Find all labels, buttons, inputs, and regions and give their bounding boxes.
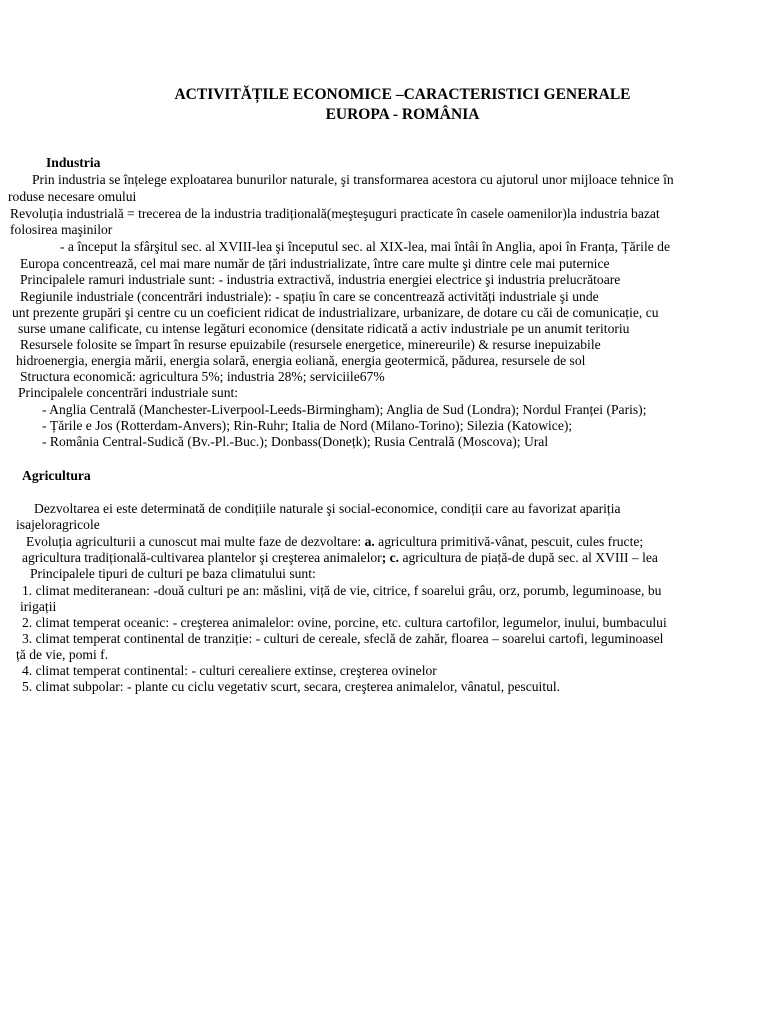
document-title-line-2: EUROPA - ROMÂNIA — [325, 106, 480, 123]
paragraph-line: unt prezente grupări şi centre cu un coeficient ridicat de industrializare, urbanizare, de dotare cu căi de comunicație, cu — [12, 305, 659, 320]
paragraph-line: Principalele concentrări industriale sunt: — [18, 385, 239, 400]
paragraph-line: Europa concentrează, cel mai mare număr de țări industrializate, între care multe şi dintre cele mai puternice — [20, 256, 610, 271]
list-item: - România Central-Sudică (Bv.-Pl.-Buc.); Donbass(Donețk); Rusia Centrală (Moscova); Ural — [42, 434, 549, 449]
paragraph-line: - a început la sfârşitul sec. al XVIII-lea şi începutul sec. al XIX-lea, mai întâi în Anglia, apoi în Franța, Țările de — [60, 239, 670, 254]
list-item: 2. climat temperat oceanic: - creşterea animalelor: ovine, porcine, etc. cultura cartofilor, legumelor, inului, bumbacului — [22, 615, 667, 630]
paragraph-line: Structura economică: agricultura 5%; industria 28%; serviciile67% — [20, 369, 385, 384]
list-item: 5. climat subpolar: - plante cu ciclu vegetativ scurt, secara, creşterea animalelor, vânatul, pescuitul. — [22, 679, 561, 694]
paragraph-line: hidroenergia, energia mării, energia solară, energia eoliană, energia geotermică, pădurea, resursele de sol — [16, 353, 586, 368]
paragraph-line: Dezvoltarea ei este determinată de condițiile naturale şi social-economice, condiții care au favorizat apariția — [34, 501, 621, 516]
list-item: - Anglia Centrală (Manchester-Liverpool-Leeds-Birmingham); Anglia de Sud (Londra); Nordul Franței (Paris); — [42, 402, 647, 417]
paragraph-line: Principalele tipuri de culturi pe baza climatului sunt: — [30, 566, 316, 581]
section-heading-industria: Industria — [46, 155, 101, 170]
list-item: ță de vie, pomi f. — [16, 647, 109, 662]
list-item: 4. climat temperat continental: - culturi cerealiere extinse, creşterea ovinelor — [22, 663, 437, 678]
paragraph-line: Revoluția industrială = trecerea de la industria tradițională(meşteşuguri practicate în casele oamenilor)la industria bazat — [10, 206, 660, 221]
paragraph-line: isajeloragricole — [16, 517, 100, 532]
section-heading-agricultura: Agricultura — [22, 468, 91, 483]
paragraph-line: agricultura tradițională-cultivarea plantelor şi creşterea animalelor; c. agricultura de piață-de după sec. al XVIII – lea — [22, 550, 658, 565]
paragraph-line: Evoluția agriculturii a cunoscut mai multe faze de dezvoltare: a. agricultura primitivă-vânat, pescuit, cules fructe; — [26, 534, 644, 549]
paragraph-line: Resursele folosite se împart în resurse epuizabile (resursele energetice, minereurile) & resurse inepuizabile — [20, 337, 601, 352]
paragraph-line: surse umane calificate, cu intense legături economice (densitate ridicată a activ industriale pe un anumit teritoriu — [18, 321, 630, 336]
paragraph-line: roduse necesare omului — [8, 189, 137, 204]
document-title-line-1: ACTIVITĂȚILE ECONOMICE –CARACTERISTICI GENERALE — [174, 86, 631, 103]
paragraph-line: folosirea maşinilor — [10, 222, 113, 237]
list-item: 1. climat mediteranean: -două culturi pe an: măslini, viță de vie, citrice, f soarelui grâu, orz, porumb, leguminoase, bu — [22, 583, 662, 598]
paragraph-line: Principalele ramuri industriale sunt: - industria extractivă, industria energiei electrice şi industria prelucrătoare — [20, 272, 621, 287]
list-item: 3. climat temperat continental de tranziție: - culturi de cereale, sfeclă de zahăr, floarea – soarelui cartofi, leguminoasel — [22, 631, 664, 646]
paragraph-line: Prin industria se înțelege exploatarea bunurilor naturale, şi transformarea acestora cu ajutorul unor mijloace tehnice în — [32, 172, 674, 187]
list-item: irigații — [20, 599, 57, 614]
paragraph-line: Regiunile industriale (concentrări industriale): - spațiu în care se concentrează activități industriale şi unde — [20, 289, 599, 304]
list-item: - Țările e Jos (Rotterdam-Anvers); Rin-Ruhr; Italia de Nord (Milano-Torino); Silezia (Katowice); — [42, 418, 573, 433]
